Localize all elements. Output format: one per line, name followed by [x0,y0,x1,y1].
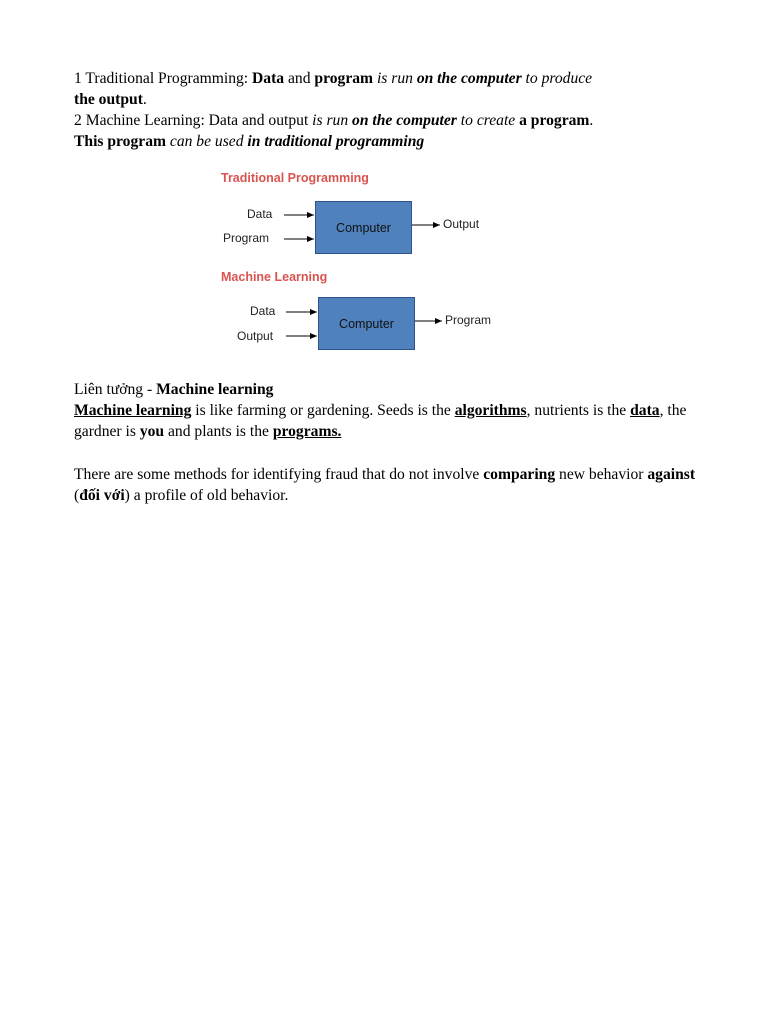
computer-box: Computer [318,297,415,350]
bold-text: you [139,423,165,440]
bold-underlined-text: data [630,402,660,419]
paragraph-analogy [74,379,714,442]
output-label-program: Program [445,313,492,327]
text: ) a profile of old behavior. [124,487,289,504]
programming-vs-ml-diagram [214,164,504,360]
text: There are some methods for identifying fraud that do not involve [74,466,484,483]
bold-italic-text: in traditional programming [247,133,425,150]
text: is like farming or gardening. Seeds is the [191,402,455,419]
italic-text: is run [312,112,353,129]
text: , nutrients is the [526,402,631,419]
bold-italic-text: on the computer [416,70,522,87]
input-label-data: Data [250,304,276,318]
text: Liên tưởng - [74,381,157,398]
bold-text: Machine learning [156,381,274,398]
text: . [142,91,147,108]
bold-underlined-text: algorithms [454,402,527,419]
computer-box: Computer [315,201,412,254]
input-label-program: Program [223,231,270,245]
text: . [589,112,594,129]
input-label-data: Data [247,207,273,221]
text: ( [74,487,80,504]
italic-text: can be used [166,133,248,150]
traditional-programming-title: Traditional Programming [221,171,369,185]
text: and [284,70,315,87]
bold-text: program [314,70,374,87]
text: 1 [74,70,86,87]
bold-text: đối với [79,487,125,504]
bold-text: a program [519,112,590,129]
bold-text: Data [252,70,285,87]
bold-underlined-text: Machine learning [74,402,192,419]
italic-text: to produce [521,70,593,87]
text: 2 [74,112,86,129]
bold-text: the output [74,91,143,108]
output-label: Output [443,217,480,231]
input-label-output: Output [237,329,274,343]
paragraph-definitions [74,68,714,152]
italic-text: is run [373,70,417,87]
text: new behavior [555,466,648,483]
text: Machine Learning: Data and output [85,112,313,129]
paragraph-fraud [74,464,714,506]
italic-text: to create [456,112,520,129]
bold-text: This program [74,133,166,150]
bold-text: against [647,466,696,483]
bold-text: comparing [483,466,556,483]
text: Traditional Programming: [85,70,253,87]
bold-italic-text: on the computer [352,112,457,129]
bold-underlined-text: programs. [272,423,342,440]
text: , the gardner is [74,402,687,440]
text: and plants is the [164,423,273,440]
machine-learning-title: Machine Learning [221,270,328,284]
